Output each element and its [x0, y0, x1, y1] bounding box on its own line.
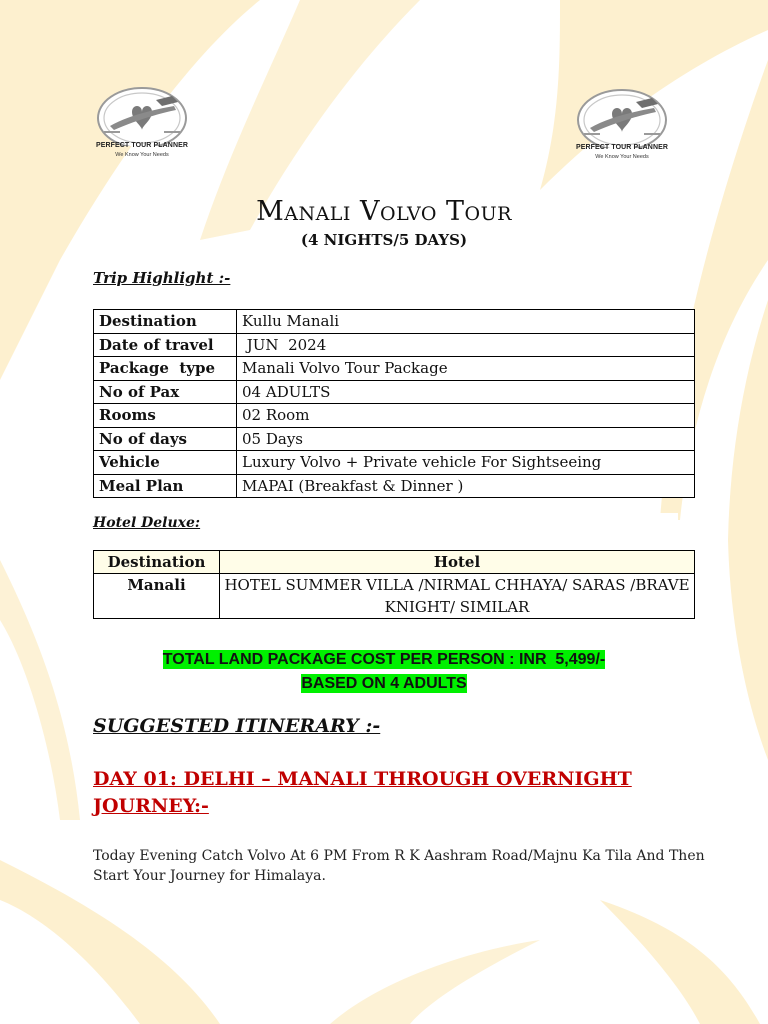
table-row — [94, 333, 695, 357]
highlight-value: 05 Days — [237, 427, 695, 451]
day-1-heading: DAY 01: DELHI – MANALI THROUGH OVERNIGHT JOURNEY:- — [93, 768, 632, 817]
page-subtitle: (4 NIGHTS/5 DAYS) — [300, 231, 468, 249]
table-row — [94, 380, 695, 404]
hotel-table — [93, 550, 695, 619]
highlight-value: JUN 2024 — [237, 333, 695, 357]
table-row — [94, 574, 695, 619]
logo-brand-name: PERFECT TOUR PLANNER — [575, 144, 669, 151]
highlight-key: Meal Plan — [94, 474, 237, 498]
table-row — [94, 310, 695, 334]
table-row — [94, 357, 695, 381]
trip-highlight-table — [93, 309, 695, 498]
highlight-key: Package type — [94, 357, 237, 381]
highlight-key: No of Pax — [94, 380, 237, 404]
logo-brand-name: PERFECT TOUR PLANNER — [95, 142, 189, 149]
airplane-heart-icon — [572, 88, 672, 148]
company-logo-right — [572, 88, 672, 178]
highlight-value: 04 ADULTS — [237, 380, 695, 404]
logo-tagline: We Know Your Needs — [595, 154, 649, 160]
table-row — [94, 404, 695, 428]
highlight-key: Rooms — [94, 404, 237, 428]
trip-highlight-label: Trip Highlight :- — [93, 269, 231, 287]
highlight-key: Date of travel — [94, 333, 237, 357]
company-logo-left — [92, 86, 192, 176]
table-header-row — [94, 551, 695, 574]
hotel-names-cell: HOTEL SUMMER VILLA /NIRMAL CHHAYA/ SARAS /BRAVE KNIGHT/ SIMILAR — [220, 574, 695, 619]
highlight-value: MAPAI (Breakfast & Dinner ) — [237, 474, 695, 498]
cost-line-2: BASED ON 4 ADULTS — [301, 675, 467, 692]
table-row — [94, 427, 695, 451]
page-title: Manali Volvo Tour — [256, 196, 512, 227]
cost-line-1: TOTAL LAND PACKAGE COST PER PERSON : INR 5,499/- — [162, 651, 606, 668]
highlight-value: Luxury Volvo + Private vehicle For Sightseeing — [237, 451, 695, 475]
highlight-key: No of days — [94, 427, 237, 451]
day-1-description: Today Evening Catch Volvo At 6 PM From R K Aashram Road/Majnu Ka Tila And Then Start Your Journey for Himalaya. — [93, 848, 705, 884]
column-header-hotel: Hotel — [220, 551, 695, 574]
hotel-deluxe-label: Hotel Deluxe: — [93, 515, 201, 531]
hotel-destination-cell: Manali — [94, 574, 220, 619]
highlight-value: Kullu Manali — [237, 310, 695, 334]
logo-tagline: We Know Your Needs — [115, 152, 169, 158]
airplane-heart-icon — [92, 86, 192, 146]
highlight-key: Vehicle — [94, 451, 237, 475]
itinerary-heading: SUGGESTED ITINERARY :- — [93, 715, 381, 737]
highlight-value: 02 Room — [237, 404, 695, 428]
table-row — [94, 474, 695, 498]
highlight-value: Manali Volvo Tour Package — [237, 357, 695, 381]
table-row — [94, 451, 695, 475]
package-cost-banner — [0, 648, 768, 696]
highlight-key: Destination — [94, 310, 237, 334]
column-header-destination: Destination — [94, 551, 220, 574]
